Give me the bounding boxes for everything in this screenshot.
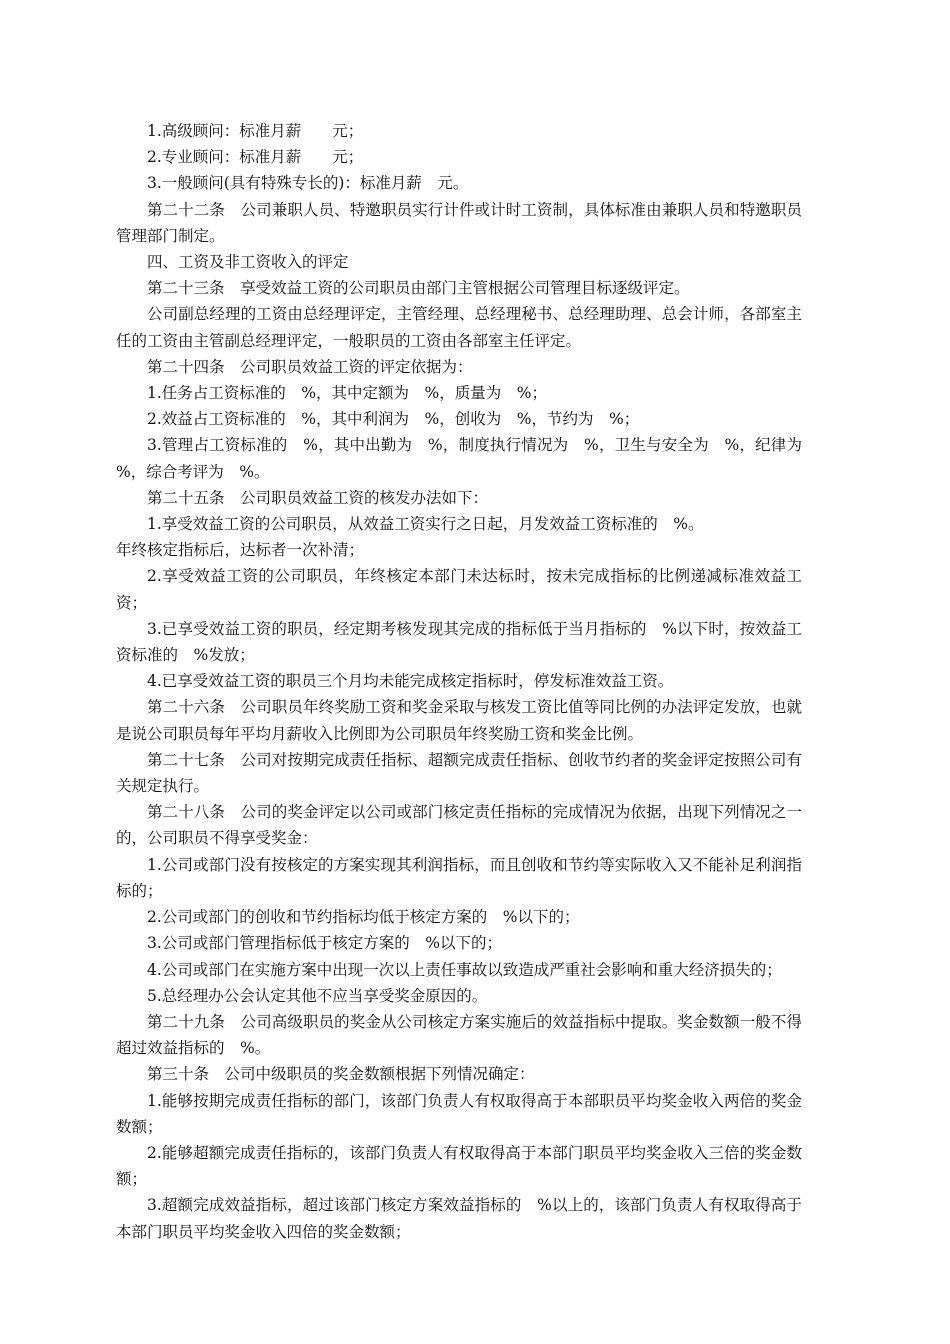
paragraph: 2.效益占工资标准的 %，其中利润为 %，创收为 %，节约为 %； [147, 410, 640, 429]
paragraph: 3.已享受效益工资的职员，经定期考核发现其完成的指标低于当月指标的 %以下时，按效益工资标准的 %发放； [116, 619, 802, 665]
paragraph: 3.一般顾问(具有特殊专长的)：标准月薪 元。 [147, 174, 469, 193]
paragraph: 第二十四条 公司职员效益工资的评定依据为： [147, 357, 473, 376]
paragraph: 2.能够超额完成责任指标的，该部门负责人有权取得高于本部门职员平均奖金收入三倍的奖金数额； [116, 1143, 802, 1189]
paragraph: 四、工资及非工资收入的评定 [147, 253, 349, 272]
paragraph: 3.公司或部门管理指标低于核定方案的 %以下的； [147, 934, 503, 953]
paragraph: 5.总经理办公会认定其他不应当享受奖金原因的。 [147, 986, 488, 1005]
paragraph: 1.任务占工资标准的 %，其中定额为 %，质量为 %； [147, 384, 547, 403]
paragraph: 年终核定指标后，达标者一次补清； [116, 541, 365, 560]
paragraph: 1.公司或部门没有按核定的方案实现其利润指标，而且创收和节约等实际收入又不能补足利润指标的； [116, 855, 802, 900]
paragraph: 公司副总经理的工资由总经理评定，主管经理、总经理秘书、总经理助理、总会计师，各部室主任的工资由主管副总经理评定，一般职员的工资由各部室主任评定。 [116, 305, 802, 350]
paragraph: 2.专业顾问：标准月薪 元； [147, 148, 364, 167]
paragraph: 第二十三条 享受效益工资的公司职员由部门主管根据公司管理目标逐级评定。 [147, 279, 690, 298]
paragraph: 2.享受效益工资的公司职员，年终核定本部门未达标时，按未完成指标的比例递减标准效益工资； [116, 567, 802, 612]
paragraph: 第二十九条 公司高级职员的奖金从公司核定方案实施后的效益指标中提取。奖金数额一般不得超过效益指标的 %。 [116, 1012, 802, 1058]
paragraph: 1.享受效益工资的公司职员，从效益工资实行之日起，月发效益工资标准的 %。 [147, 515, 704, 534]
paragraph: 3.管理占工资标准的 %，其中出勤为 %，制度执行情况为 %，卫生与安全为 %，纪律为 %，综合考评为 %。 [116, 436, 818, 481]
paragraph: 第二十二条 公司兼职人员、特邀职员实行计件或计时工资制，具体标准由兼职人员和特邀职员管理部门制定。 [116, 200, 802, 245]
paragraph: 第二十六条 公司职员年终奖励工资和奖金采取与核发工资比值等同比例的办法评定发放，也就是说公司职员每年平均月薪收入比例即为公司职员年终奖励工资和奖金比例。 [116, 698, 802, 743]
paragraph: 第二十八条 公司的奖金评定以公司或部门核定责任指标的完成情况为依据，出现下列情况之一的，公司职员不得享受奖金： [116, 803, 802, 848]
paragraph: 1.高级顾问：标准月薪 元； [147, 122, 364, 140]
paragraph: 1.能够按期完成责任指标的部门，该部门负责人有权取得高于本部职员平均奖金收入两倍的奖金数额； [116, 1091, 802, 1136]
document-body [116, 118, 818, 1245]
paragraph: 第三十条 公司中级职员的奖金数额根据下列情况确定： [147, 1065, 535, 1084]
paragraph: 3.超额完成效益指标，超过该部门核定方案效益指标的 %以上的，该部门负责人有权取得高于本部门职员平均奖金收入四倍的奖金数额； [116, 1196, 802, 1241]
paragraph: 2.公司或部门的创收和节约指标均低于核定方案的 %以下的； [147, 908, 580, 927]
paragraph: 4.公司或部门在实施方案中出现一次以上责任事故以致造成严重社会影响和重大经济损失的； [147, 960, 782, 979]
paragraph: 第二十五条 公司职员效益工资的核发办法如下： [147, 488, 489, 507]
paragraph: 第二十七条 公司对按期完成责任指标、超额完成责任指标、创收节约者的奖金评定按照公司有关规定执行。 [116, 750, 802, 796]
paragraph: 4.已享受效益工资的职员三个月均未能完成核定指标时，停发标准效益工资。 [147, 672, 674, 691]
